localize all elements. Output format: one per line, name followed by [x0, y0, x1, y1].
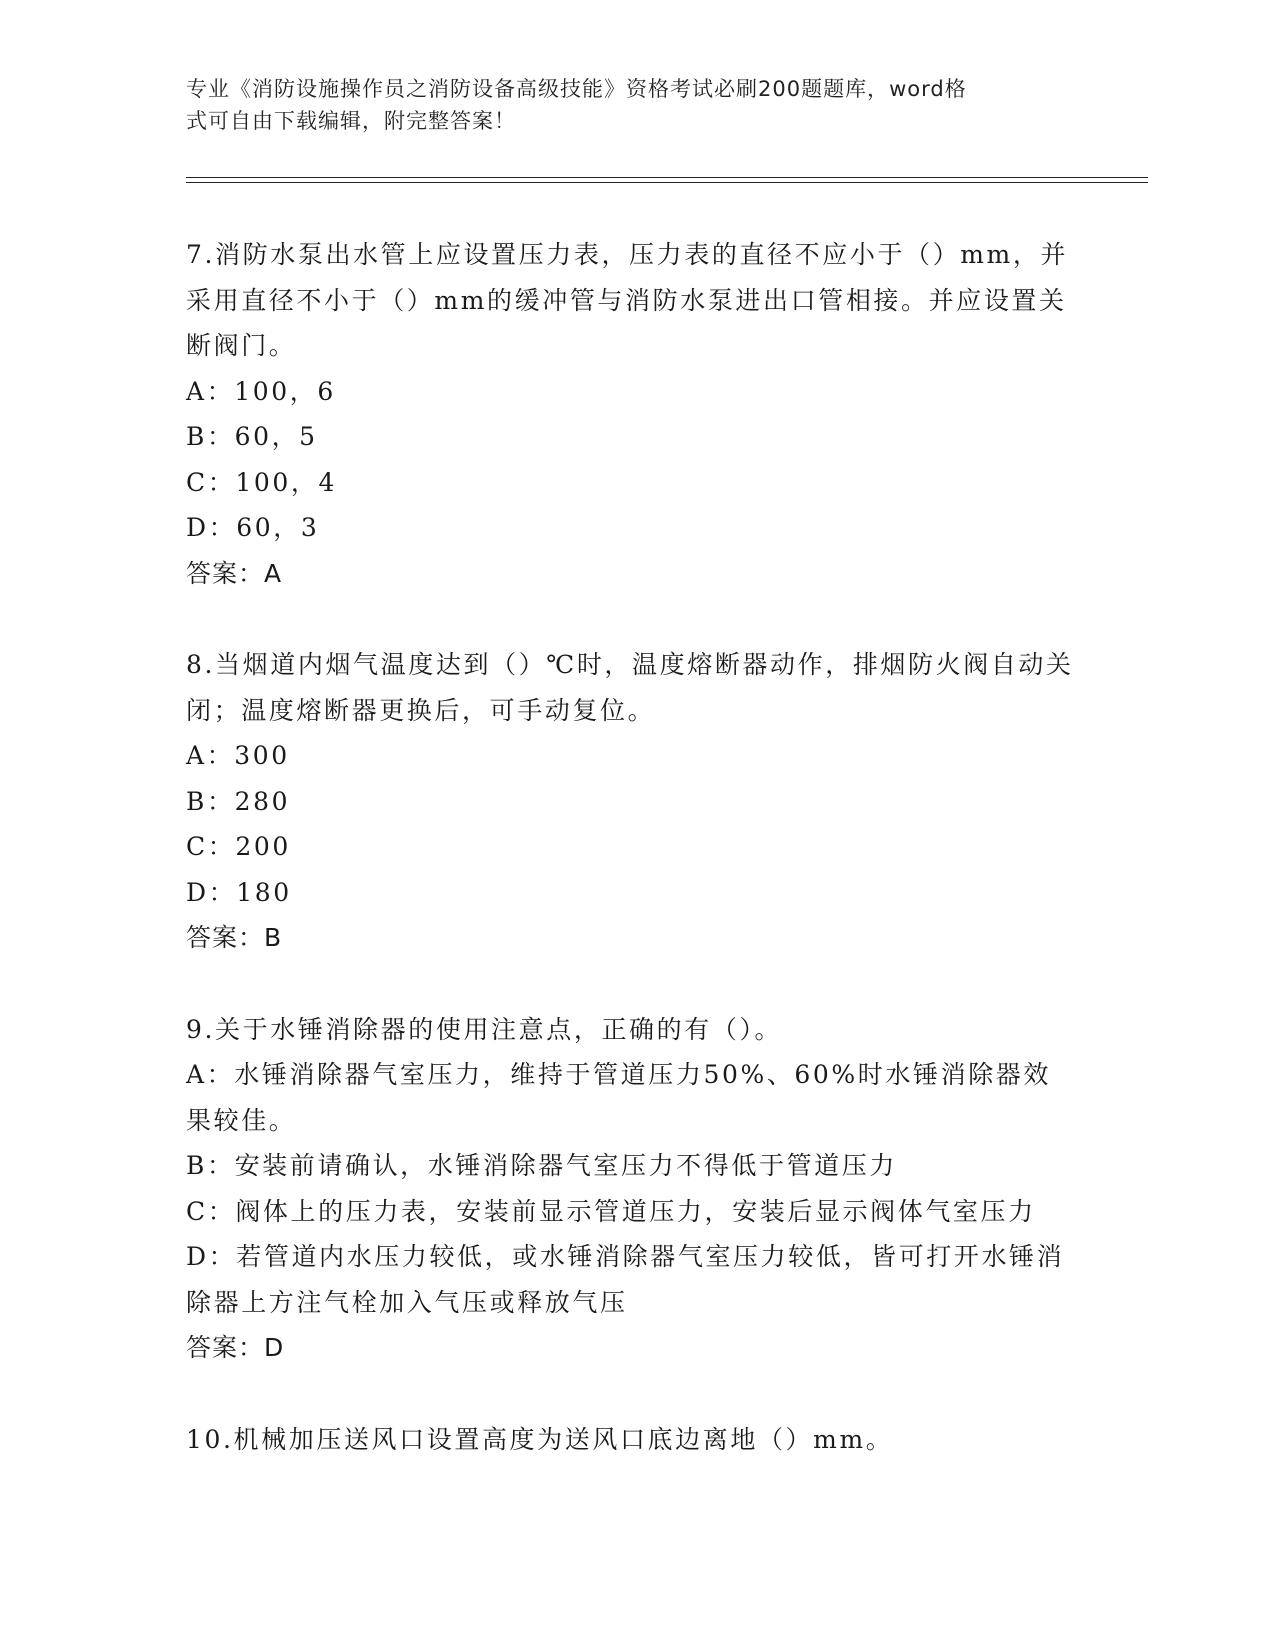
question-text: 8.当烟道内烟气温度达到（）℃时，温度熔断器动作，排烟防火阀自动关闭；温度熔断器更换后，可手动复位。 — [186, 650, 1074, 725]
answer: 答案：D — [186, 1333, 285, 1362]
question-7 — [186, 232, 1076, 596]
document-header — [186, 73, 1086, 137]
option-b: B：安装前请确认，水锤消除器气室压力不得低于管道压力 — [186, 1151, 897, 1180]
header-line-2: 式可自由下载编辑，附完整答案！ — [186, 109, 516, 133]
question-text: 9.关于水锤消除器的使用注意点，正确的有（）。 — [186, 1014, 783, 1044]
question-list — [186, 232, 1076, 1508]
option-a: A：300 — [186, 741, 290, 770]
question-text: 10.机械加压送风口设置高度为送风口底边离地（）mm。 — [186, 1424, 894, 1454]
question-9 — [186, 1007, 1076, 1371]
answer: 答案：B — [186, 923, 283, 952]
question-text: 7.消防水泵出水管上应设置压力表，压力表的直径不应小于（）mm，并采用直径不小于（）mm的缓冲管与消防水泵进出口管相接。并应设置关断阀门。 — [186, 240, 1069, 360]
option-c: C：100，4 — [186, 467, 337, 497]
option-b: B：280 — [186, 786, 291, 816]
option-d: D：180 — [186, 877, 292, 907]
option-d: D：若管道内水压力较低，或水锤消除器气室压力较低，皆可打开水锤消除器上方注气栓加入气压或释放气压 — [186, 1242, 1065, 1317]
answer: 答案：A — [186, 558, 283, 588]
option-c: C：阀体上的压力表，安装前显示管道压力，安装后显示阀体气室压力 — [186, 1196, 1036, 1226]
header-line-1: 专业《消防设施操作员之消防设备高级技能》资格考试必刷200题题库，word格 — [186, 77, 967, 101]
question-10 — [186, 1417, 1076, 1463]
option-a: A：水锤消除器气室压力，维持于管道压力50%、60%时水锤消除器效果较佳。 — [186, 1060, 1051, 1135]
header-divider-top — [186, 177, 1148, 178]
option-c: C：200 — [186, 832, 291, 861]
option-d: D：60，3 — [186, 513, 320, 542]
option-b: B：60，5 — [186, 422, 318, 451]
option-a: A：100，6 — [186, 376, 336, 406]
header-divider-bottom — [186, 182, 1148, 183]
question-8 — [186, 642, 1076, 961]
